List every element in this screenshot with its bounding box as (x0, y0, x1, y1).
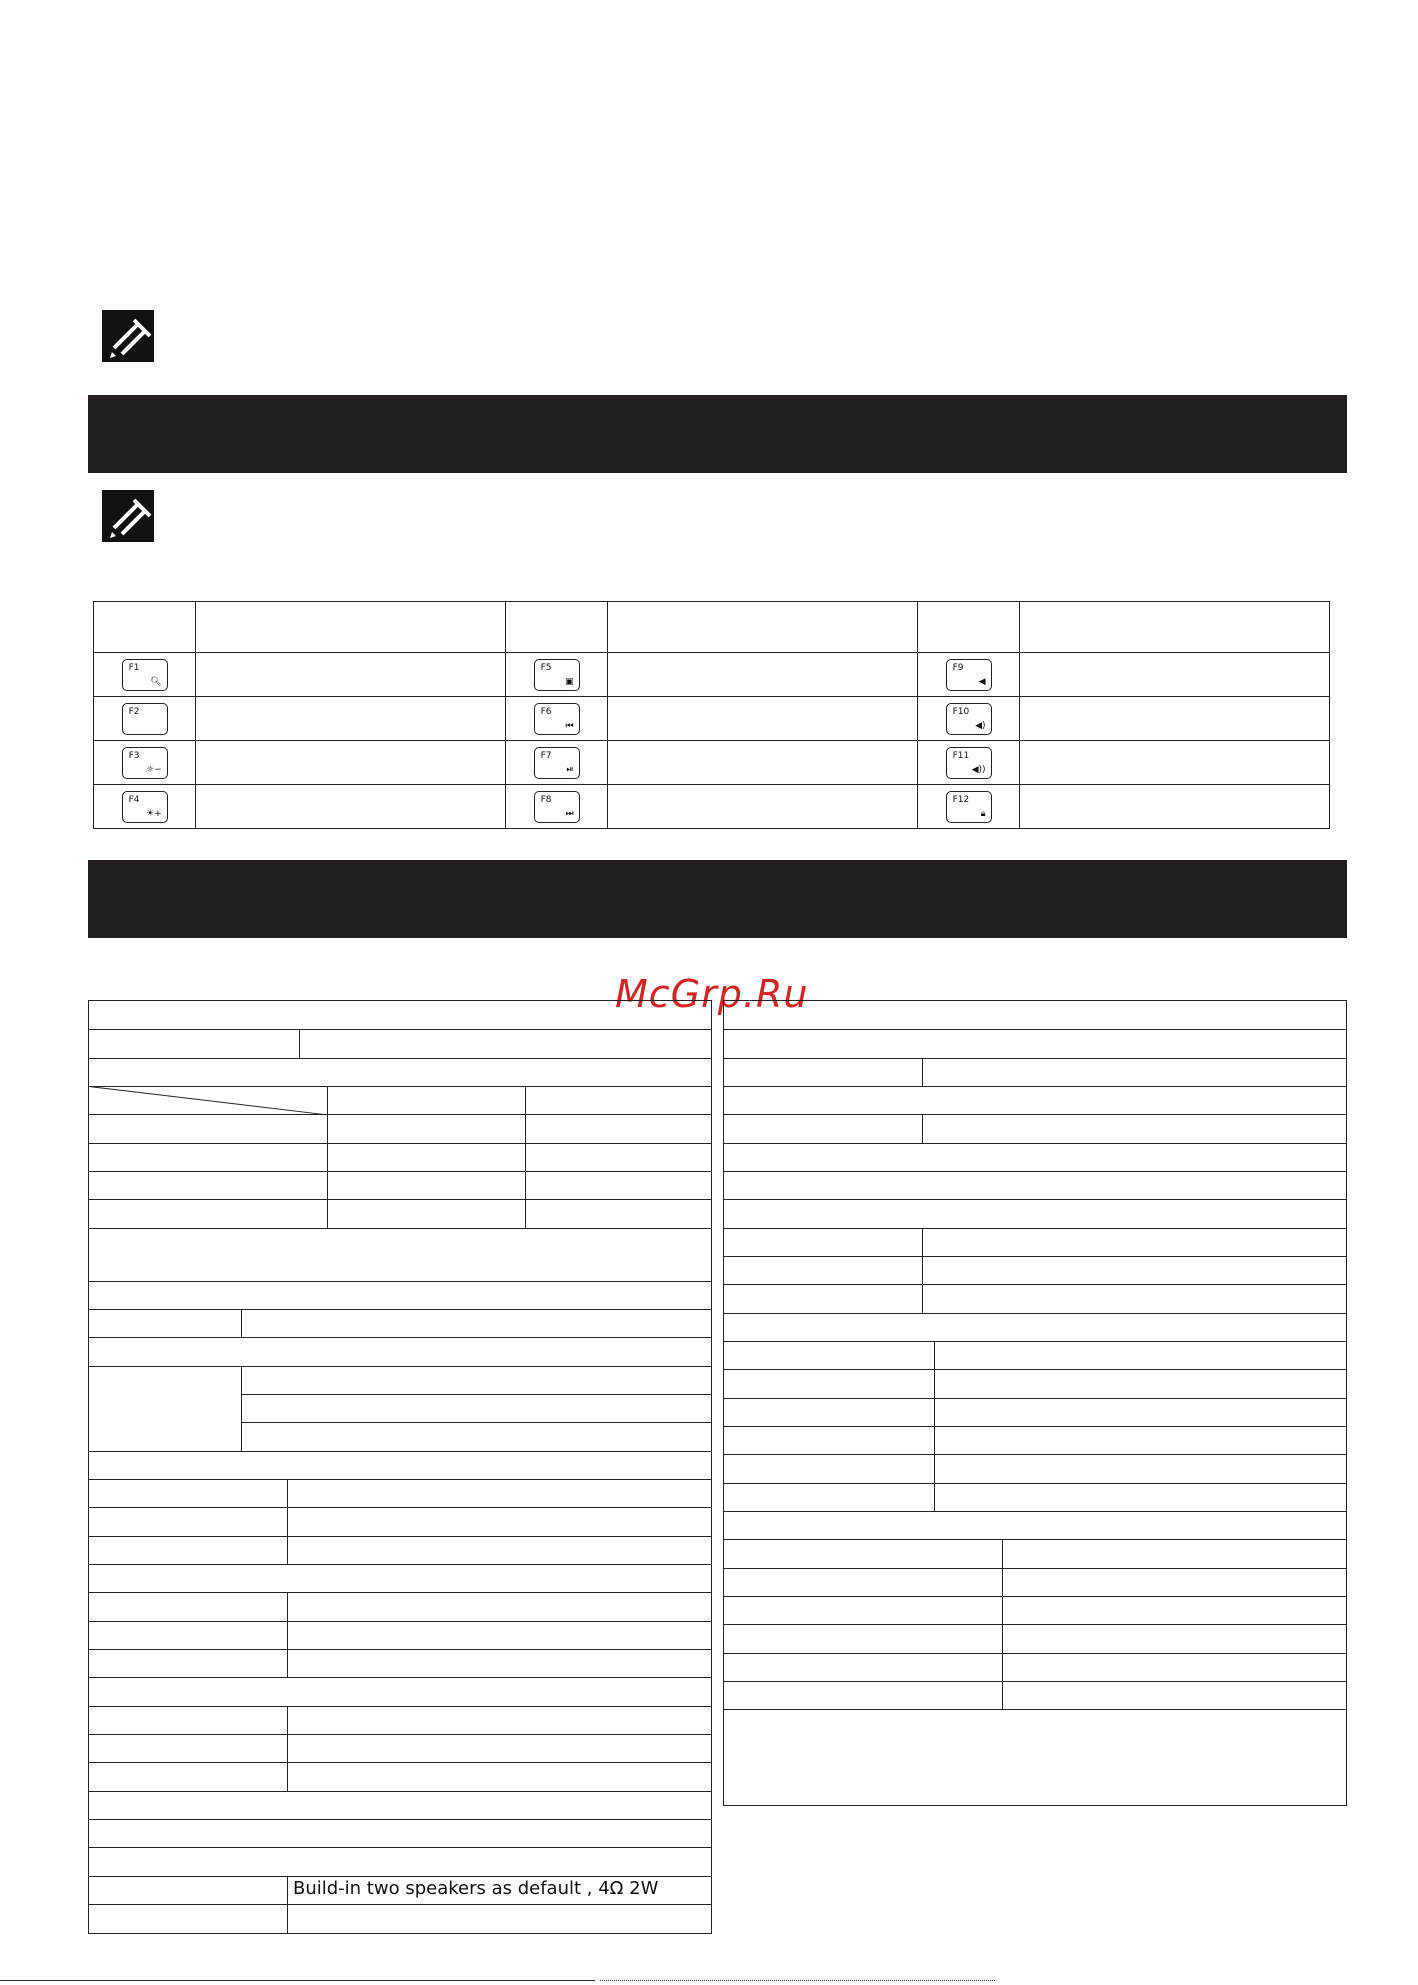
watermark: McGrp.Ru (615, 972, 809, 1016)
pencil-note-icon (102, 490, 154, 542)
table-row (94, 697, 1330, 741)
search-icon: 🔍︎ (150, 676, 162, 687)
f8-key: F8 ⏭ (534, 791, 580, 823)
f11-key: F11 ◀)) (946, 747, 992, 779)
footer-rule (600, 1980, 995, 1981)
next-track-icon: ⏭ (565, 808, 574, 819)
section-header-bar (88, 395, 1347, 473)
table-row (94, 741, 1330, 785)
previous-track-icon: ⏮ (565, 720, 574, 731)
table-row (94, 653, 1330, 697)
f5-key: F5 ▣ (534, 659, 580, 691)
volume-up-icon: ◀)) (971, 764, 986, 775)
f4-key: F4 ☀+ (122, 791, 168, 823)
pencil-note-icon (102, 310, 154, 362)
f6-key: F6 ⏮ (534, 703, 580, 735)
f3-key: F3 ☼− (122, 747, 168, 779)
function-key-table (93, 601, 1330, 829)
brightness-down-icon: ☼− (146, 764, 162, 775)
lock-icon: 🔒︎ (980, 808, 986, 819)
f7-key: F7 ⏯ (534, 747, 580, 779)
mute-icon: ◀ (978, 676, 986, 687)
spec-table-left (88, 1000, 712, 1934)
table-row (94, 785, 1330, 829)
spec-table-right (723, 1000, 1347, 1806)
f9-key: F9 ◀ (946, 659, 992, 691)
section-header-bar (88, 860, 1347, 938)
display-icon: ▣ (565, 676, 574, 687)
footer-rule (0, 1980, 595, 1981)
volume-down-icon: ◀) (975, 720, 986, 731)
f12-key: F12 🔒︎ (946, 791, 992, 823)
f10-key: F10 ◀) (946, 703, 992, 735)
f2-key: F2 (122, 703, 168, 735)
brightness-up-icon: ☀+ (146, 808, 162, 819)
table-header-row (94, 602, 1330, 653)
f1-key: F1 🔍︎ (122, 659, 168, 691)
play-pause-icon: ⏯ (566, 764, 574, 775)
speaker-spec-value: Build-in two speakers as default , 4Ω 2W (293, 1878, 659, 1899)
